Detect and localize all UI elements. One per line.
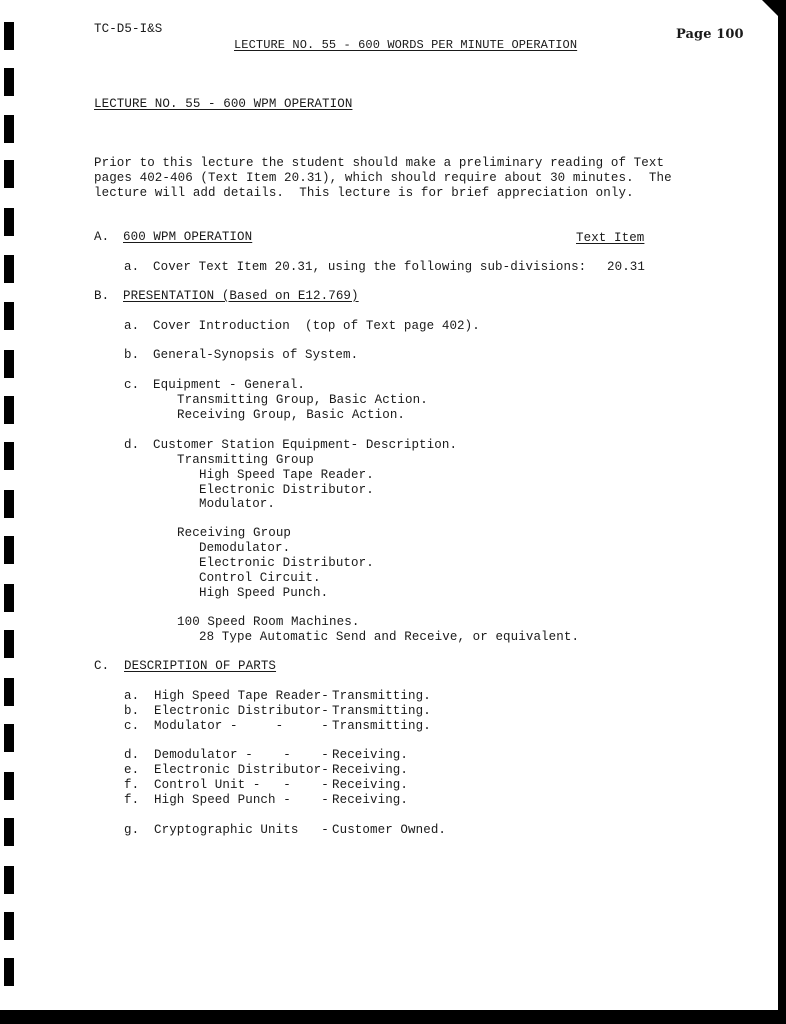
item-marker: c. (124, 378, 140, 392)
part-role: Transmitting. (332, 719, 431, 733)
part-role: Receiving. (332, 748, 409, 762)
part-marker: e. (124, 763, 140, 777)
part-name: Demodulator - - - (154, 748, 329, 762)
group-item: Demodulator. (199, 541, 291, 555)
binder-hole (4, 772, 14, 800)
part-marker: d. (124, 748, 140, 762)
section-marker: B. (94, 289, 110, 303)
binder-hole (4, 442, 14, 470)
part-role: Receiving. (332, 793, 409, 807)
scan-edge-right (778, 0, 786, 1010)
binder-hole (4, 958, 14, 986)
scan-corner (762, 0, 780, 18)
binder-hole (4, 115, 14, 143)
group-item: Modulator. (199, 497, 276, 511)
scan-edge-bottom (0, 1010, 786, 1024)
binder-hole (4, 678, 14, 706)
item-marker: a. (124, 319, 140, 333)
part-role: Receiving. (332, 763, 409, 777)
intro-line: pages 402-406 (Text Item 20.31), which should require about 30 minutes. The (94, 171, 672, 185)
section-title: DESCRIPTION OF PARTS (124, 659, 277, 673)
binder-hole (4, 630, 14, 658)
item-text: Cover Introduction (top of Text page 402). (153, 319, 480, 333)
binder-hole (4, 536, 14, 564)
item-text: General-Synopsis of System. (153, 348, 359, 362)
intro-line: lecture will add details. This lecture is for brief appreciation only. (94, 186, 634, 200)
binder-hole (4, 866, 14, 894)
section-title: 600 WPM OPERATION (123, 230, 253, 244)
text-item-ref: 20.31 (607, 260, 646, 274)
group-heading: Transmitting Group (177, 453, 314, 467)
part-marker: f. (124, 793, 140, 807)
group-item: Electronic Distributor. (199, 483, 374, 497)
part-name: Electronic Distributor- (154, 763, 329, 777)
part-marker: f. (124, 778, 140, 792)
section-marker: C. (94, 659, 110, 673)
lecture-title: LECTURE NO. 55 - 600 WPM OPERATION (94, 97, 353, 111)
binder-hole (4, 818, 14, 846)
item-text: Customer Station Equipment- Description. (153, 438, 458, 452)
intro-line: Prior to this lecture the student should make a preliminary reading of Text (94, 156, 665, 170)
text-item-heading: Text Item (576, 231, 645, 245)
part-name: Modulator - - - (154, 719, 329, 733)
binder-hole (4, 22, 14, 50)
sub-item: Transmitting Group, Basic Action. (177, 393, 428, 407)
part-name: Cryptographic Units - (154, 823, 329, 837)
section-title: PRESENTATION (Based on E12.769) (123, 289, 359, 303)
group-item: High Speed Tape Reader. (199, 468, 374, 482)
sub-item: Receiving Group, Basic Action. (177, 408, 406, 422)
part-role: Customer Owned. (332, 823, 447, 837)
part-marker: b. (124, 704, 140, 718)
binder-hole (4, 724, 14, 752)
group-item: High Speed Punch. (199, 586, 329, 600)
part-marker: a. (124, 689, 140, 703)
part-name: Control Unit - - - (154, 778, 329, 792)
binder-hole (4, 302, 14, 330)
item-marker: b. (124, 348, 140, 362)
group-item: Control Circuit. (199, 571, 321, 585)
page-number: Page 100 (676, 27, 744, 42)
group-heading: 100 Speed Room Machines. (177, 615, 360, 629)
item-marker: a. (124, 260, 140, 274)
item-text: Cover Text Item 20.31, using the following sub-divisions: (153, 260, 587, 274)
part-role: Receiving. (332, 778, 409, 792)
binder-hole (4, 160, 14, 188)
binder-hole (4, 68, 14, 96)
group-item: Electronic Distributor. (199, 556, 374, 570)
part-marker: g. (124, 823, 140, 837)
binder-hole (4, 584, 14, 612)
binder-hole (4, 912, 14, 940)
doc-id: TC-D5-I&S (94, 22, 163, 36)
group-item: 28 Type Automatic Send and Receive, or equivalent. (199, 630, 580, 644)
item-text: Equipment - General. (153, 378, 306, 392)
binder-hole (4, 208, 14, 236)
section-marker: A. (94, 230, 110, 244)
part-name: High Speed Punch - - (154, 793, 329, 807)
part-marker: c. (124, 719, 140, 733)
group-heading: Receiving Group (177, 526, 292, 540)
running-title: LECTURE NO. 55 - 600 WORDS PER MINUTE OPERATION (234, 38, 578, 52)
binder-hole (4, 396, 14, 424)
binder-hole (4, 350, 14, 378)
binder-hole (4, 490, 14, 518)
part-name: Electronic Distributor- (154, 704, 329, 718)
part-role: Transmitting. (332, 689, 431, 703)
part-name: High Speed Tape Reader- (154, 689, 329, 703)
item-marker: d. (124, 438, 140, 452)
binder-hole (4, 255, 14, 283)
part-role: Transmitting. (332, 704, 431, 718)
